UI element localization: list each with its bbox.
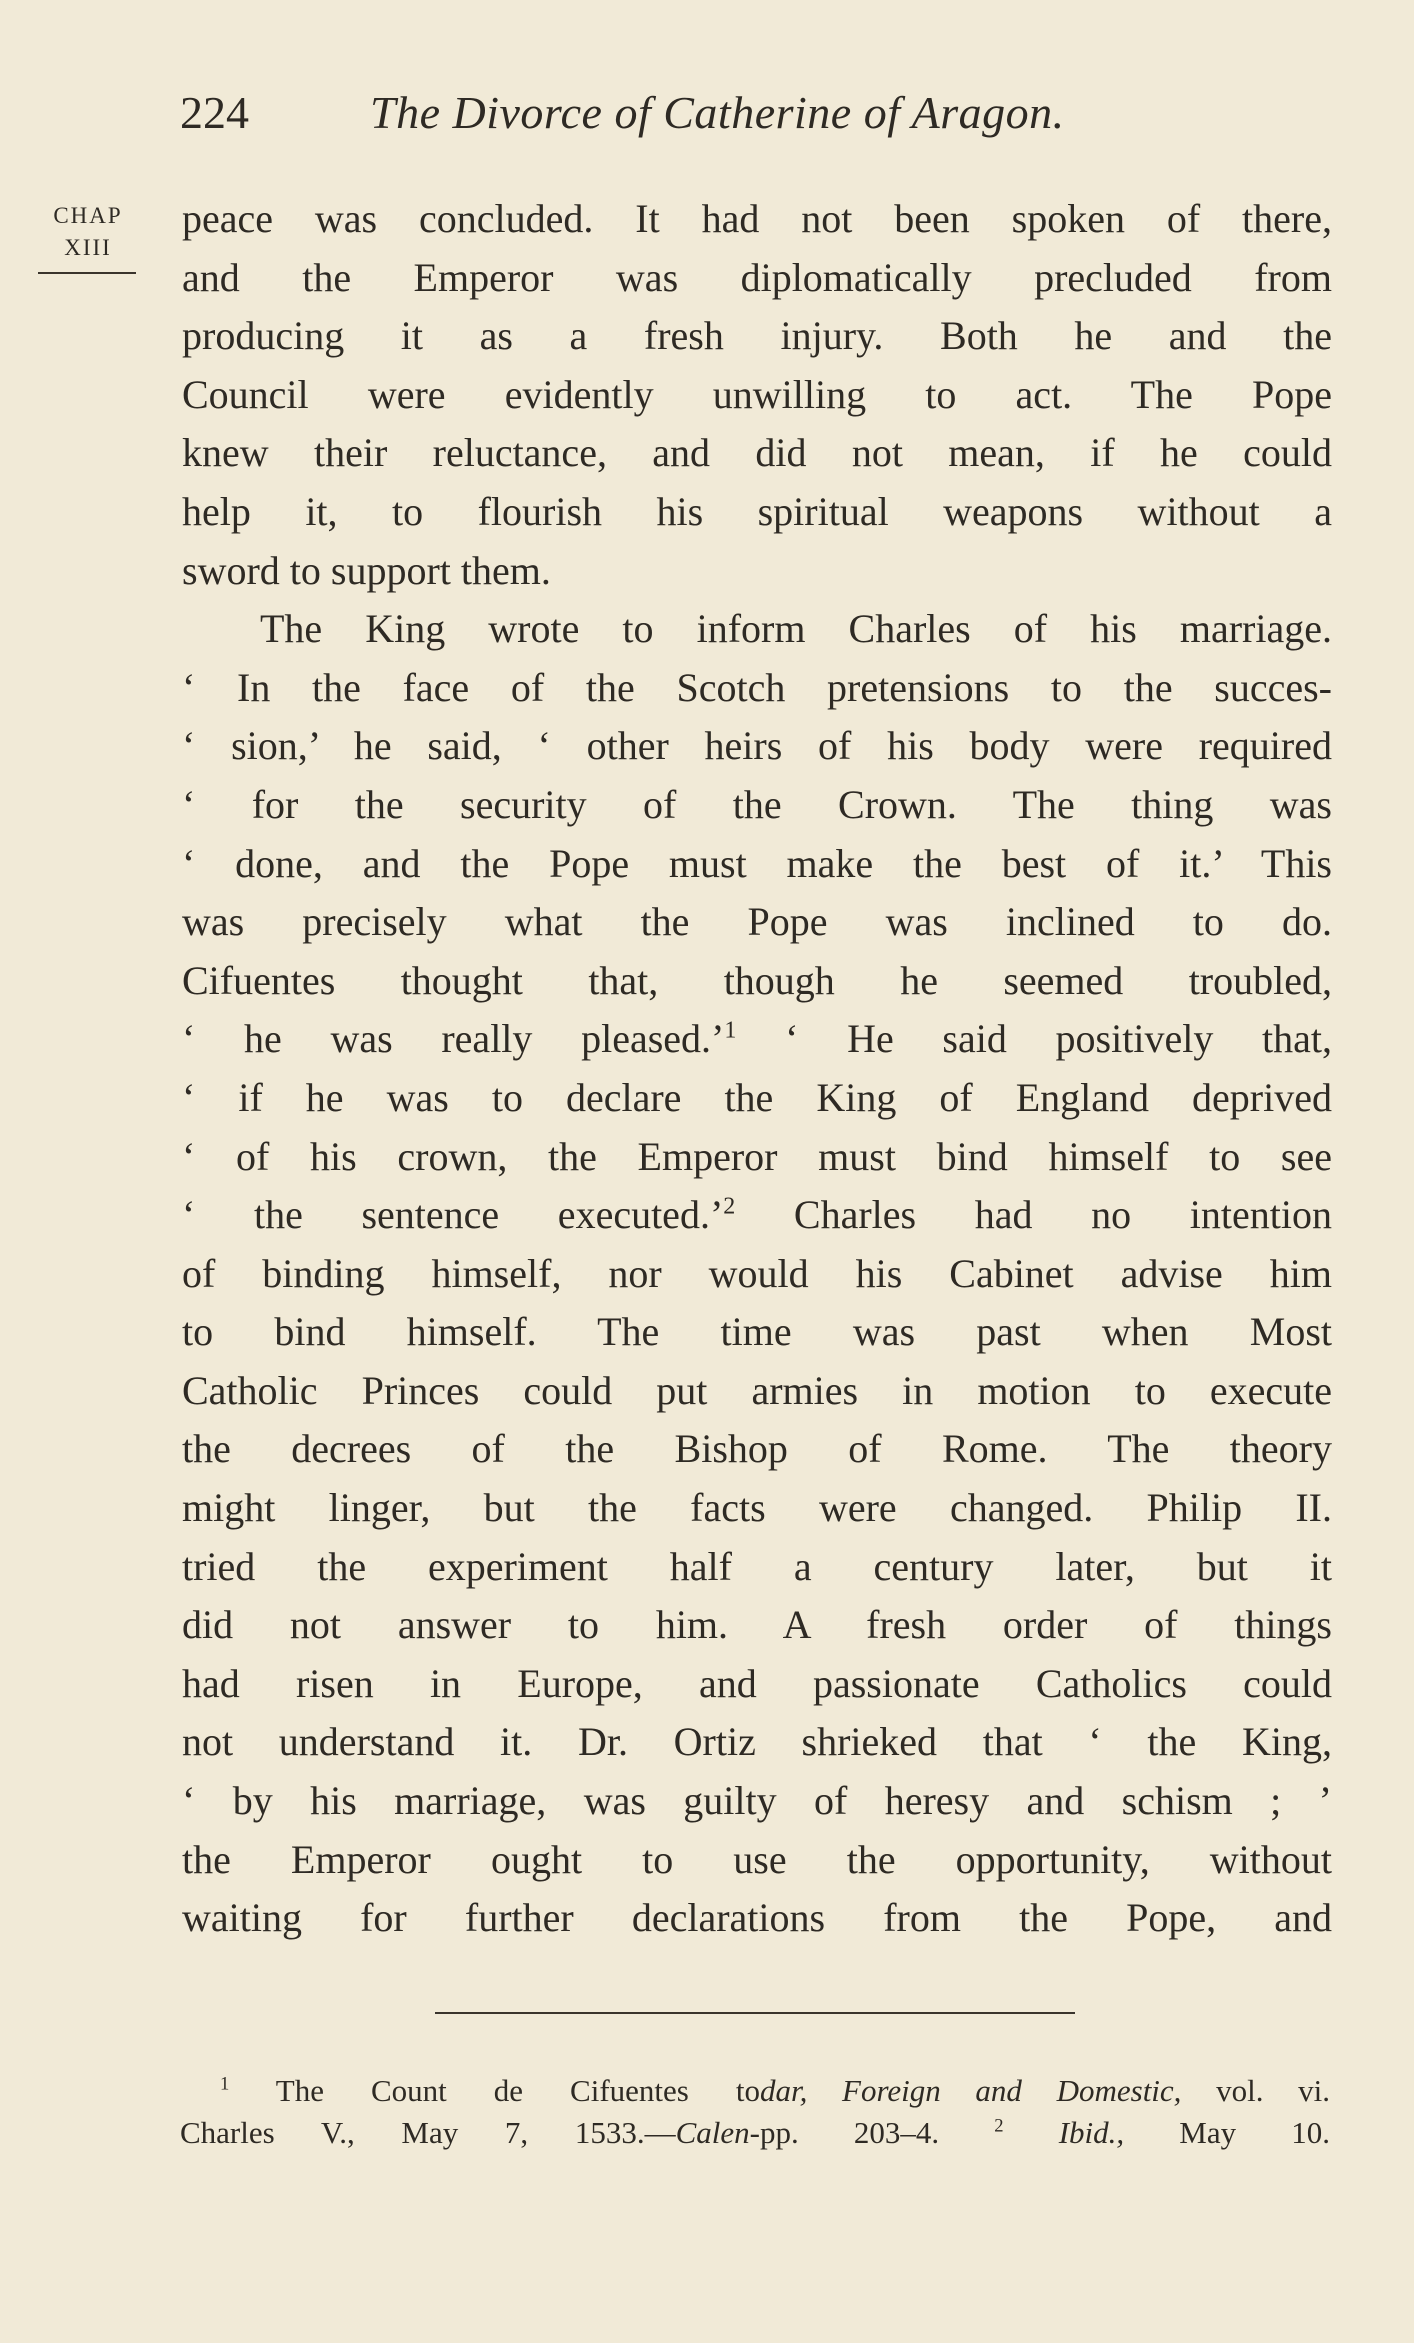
footnote-marker: 1 [220,2073,230,2095]
text-line: waiting for further declarations from the Pope, and [182,1895,1332,1941]
text-line: peace was concluded. It had not been spoken of there, [182,196,1332,241]
text-line: the Emperor ought to use the opportunity, without [182,1836,1332,1882]
footnote-ref: 1 [724,1017,737,1044]
chapter-number: XIII [64,235,112,260]
text-line: of binding himself, nor would his Cabinet advise him [182,1250,1332,1296]
text-line: ‘ done, and the Pope must make the best of it.’ This [182,840,1332,886]
text-segment: Charles had no intention [793,1192,1332,1238]
text-line: Council were evidently unwilling to act. The Pope [182,371,1332,417]
footnote-text-italic: Ibid., [1058,2115,1125,2150]
text-line: ‘ for the security of the Crown. The thing was [182,781,1332,827]
footnote-text: pp. 203–4. [760,2115,940,2150]
footnote-column-right [760,2070,1330,2154]
text-line: help it, to flourish his spiritual weapons without a [182,488,1332,534]
text-line: The King wrote to inform Charles of his marriage. [260,606,1332,652]
text-line: ‘ if he was to declare the King of England deprived [182,1074,1332,1120]
text-line: had risen in Europe, and passionate Catholics could [182,1660,1332,1706]
text-segment: ‘ the sentence executed.’ [182,1192,724,1238]
footnote-marker: 2 [994,2115,1004,2137]
footnote-text: The Count de Cifuentes to [275,2073,760,2108]
footnote-text-italic: dar, Foreign and Domestic, [760,2073,1182,2108]
text-line: to bind himself. The time was past when Most [182,1309,1332,1355]
text-line: and the Emperor was diplomatically precluded from [182,254,1332,300]
footnote-text: Charles V., May 7, 1533.— [180,2115,676,2150]
chapter-margin-note [36,200,140,274]
running-title: The Divorce of Catherine of Aragon. [370,87,1065,138]
footnote-divider [435,2012,1075,2014]
footnote-line [760,2070,1330,2112]
footnote-column-left [180,2070,760,2154]
text-segment: ‘ He said positively that, [785,1016,1332,1062]
page-header [180,86,1330,139]
footnote-line [180,2112,760,2154]
text-line: ‘ by his marriage, was guilty of heresy and schism ; ’ [182,1778,1332,1824]
footnote-line [760,2112,1330,2154]
text-line: tried the experiment half a century later, but it [182,1543,1332,1589]
text-line: might linger, but the facts were changed. Philip II. [182,1485,1332,1531]
text-line: ‘ of his crown, the Emperor must bind himself to see [182,1133,1332,1179]
text-line: ‘ sion,’ he said, ‘ other heirs of his body were required [182,723,1332,769]
chapter-label: CHAP [53,203,123,228]
text-line: sword to support them. [182,547,551,593]
text-line: not understand it. Dr. Ortiz shrieked that ‘ the King, [182,1719,1332,1765]
body-text [182,190,1332,1948]
page-number: 224 [180,87,249,138]
text-line: the decrees of the Bishop of Rome. The theory [182,1426,1332,1472]
text-line: was precisely what the Pope was inclined to do. [182,899,1332,945]
text-line-with-note [182,1010,1332,1069]
text-line: Catholic Princes could put armies in motion to execute [182,1367,1332,1413]
text-line: knew their reluctance, and did not mean, if he could [182,430,1332,476]
footnote-text-italic: Calen- [675,2115,760,2150]
text-line: Cifuentes thought that, though he seemed troubled, [182,957,1332,1003]
text-line: ‘ In the face of the Scotch pretensions to the succes- [182,664,1332,710]
footnote-ref: 2 [723,1193,736,1220]
text-line-with-note [182,1186,1332,1245]
footnote-text: May 10. [1179,2115,1331,2150]
footnote-line [180,2070,760,2112]
text-segment: ‘ he was really pleased.’ [182,1016,725,1062]
text-line: producing it as a fresh injury. Both he and the [182,313,1332,359]
text-line: did not answer to him. A fresh order of things [182,1602,1332,1648]
footnote-text: vol. vi. [1216,2073,1331,2108]
margin-rule [38,272,136,274]
footnotes [180,2070,1330,2154]
